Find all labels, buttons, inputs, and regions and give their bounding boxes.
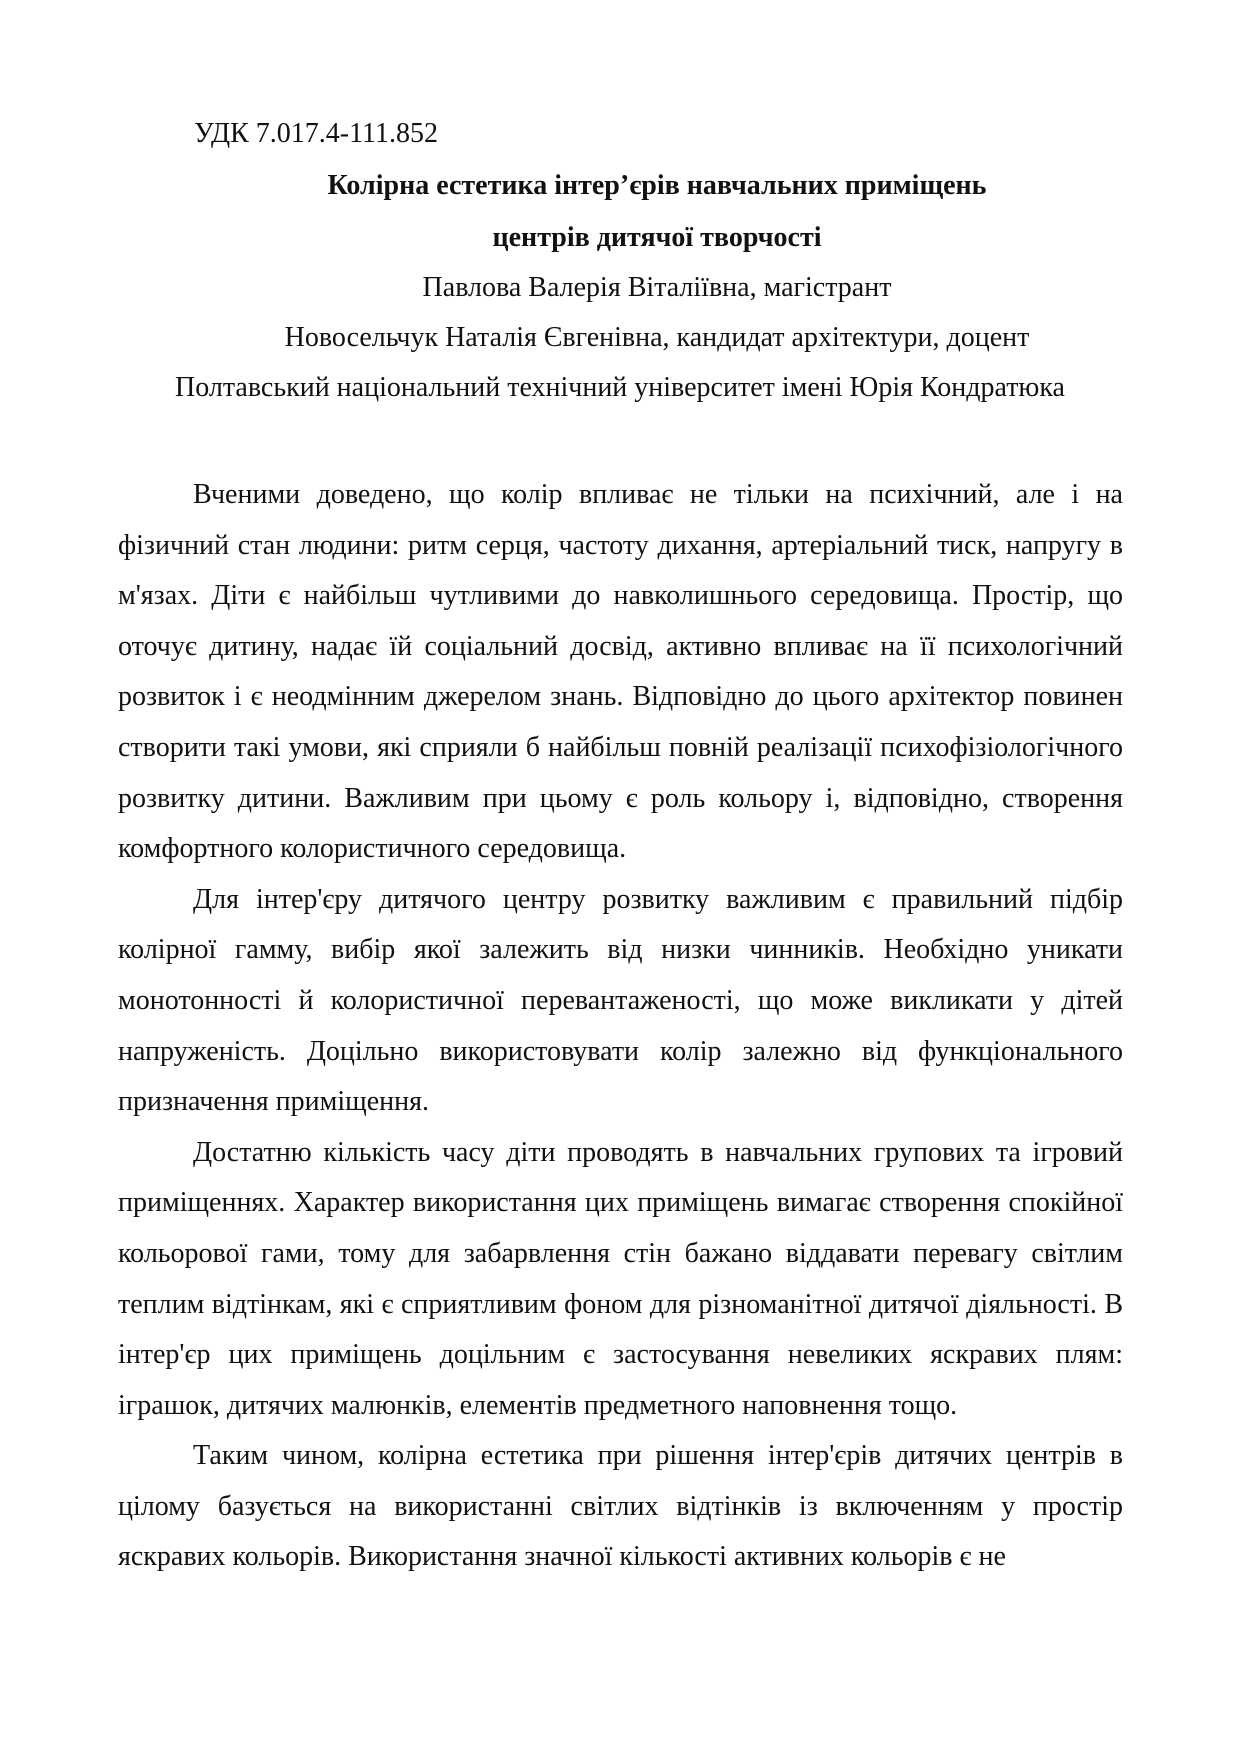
udc-code: УДК 7.017.4-111.852 [194,118,439,149]
paragraph-3: Достатню кількість часу діти проводять в навчальних групових та ігровий приміщеннях. Характер використання цих приміщень вимагає створення спокійної кольорової гами, тому для забарвлення стін бажано віддавати перевагу світлим теплим відтінкам, які є сприятливим фоном для різноманітної дитячої діяльності. В інтер'єр цих приміщень доцільним є застосування невеликих яскравих плям: іграшок, дитячих малюнків, елементів предметного наповнення тощо. [118,1136,1123,1421]
paragraph-1: Вченими доведено, що колір впливає не тільки на психічний, але і на фізичний стан людини: ритм серця, частоту дихання, артеріальний тиск, напругу в м'язах. Діти є найбільш чутливими до навколишнього середовища. Простір, що оточує дитину, надає їй соціальний досвід, активно впливає на її психологічний розвиток і є неодмінним джерелом знань. Відповідно до цього архітектор повинен створити такі умови, які сприяли б найбільш повній реалізації психофізіологічного розвитку дитини. Важливим при цьому є роль кольору і, відповідно, створення комфортного колористичного середовища. [118,479,1123,865]
paper-title-line-2: центрів дитячої творчості [492,222,822,253]
body-text [118,470,1123,1583]
author-1: Павлова Валерія Віталіївна, магістрант [422,272,892,303]
paragraph-2: Для інтер'єру дитячого центру розвитку важливим є правильний підбір колірної гамму, вибір якої залежить від низки чинників. Необхідно уникати монотонності й колористичної перевантаженості, що може викликати у дітей напруженість. Доцільно використовувати колір залежно від функціонального призначення приміщення. [118,883,1123,1118]
paragraph-4: Таким чином, колірна естетика при рішення інтер'єрів дитячих центрів в цілому базується на використанні світлих відтінків із включенням у простір яскравих кольорів. Використання значної кількості активних кольорів є не [118,1440,1123,1573]
paper-title-line-1: Колірна естетика інтер’єрів навчальних приміщень [327,170,987,201]
author-2: Новосельчук Наталія Євгенівна, кандидат архітектури, доцент [284,322,1030,353]
affiliation: Полтавський національний технічний університет імені Юрія Кондратюка [175,372,1065,403]
